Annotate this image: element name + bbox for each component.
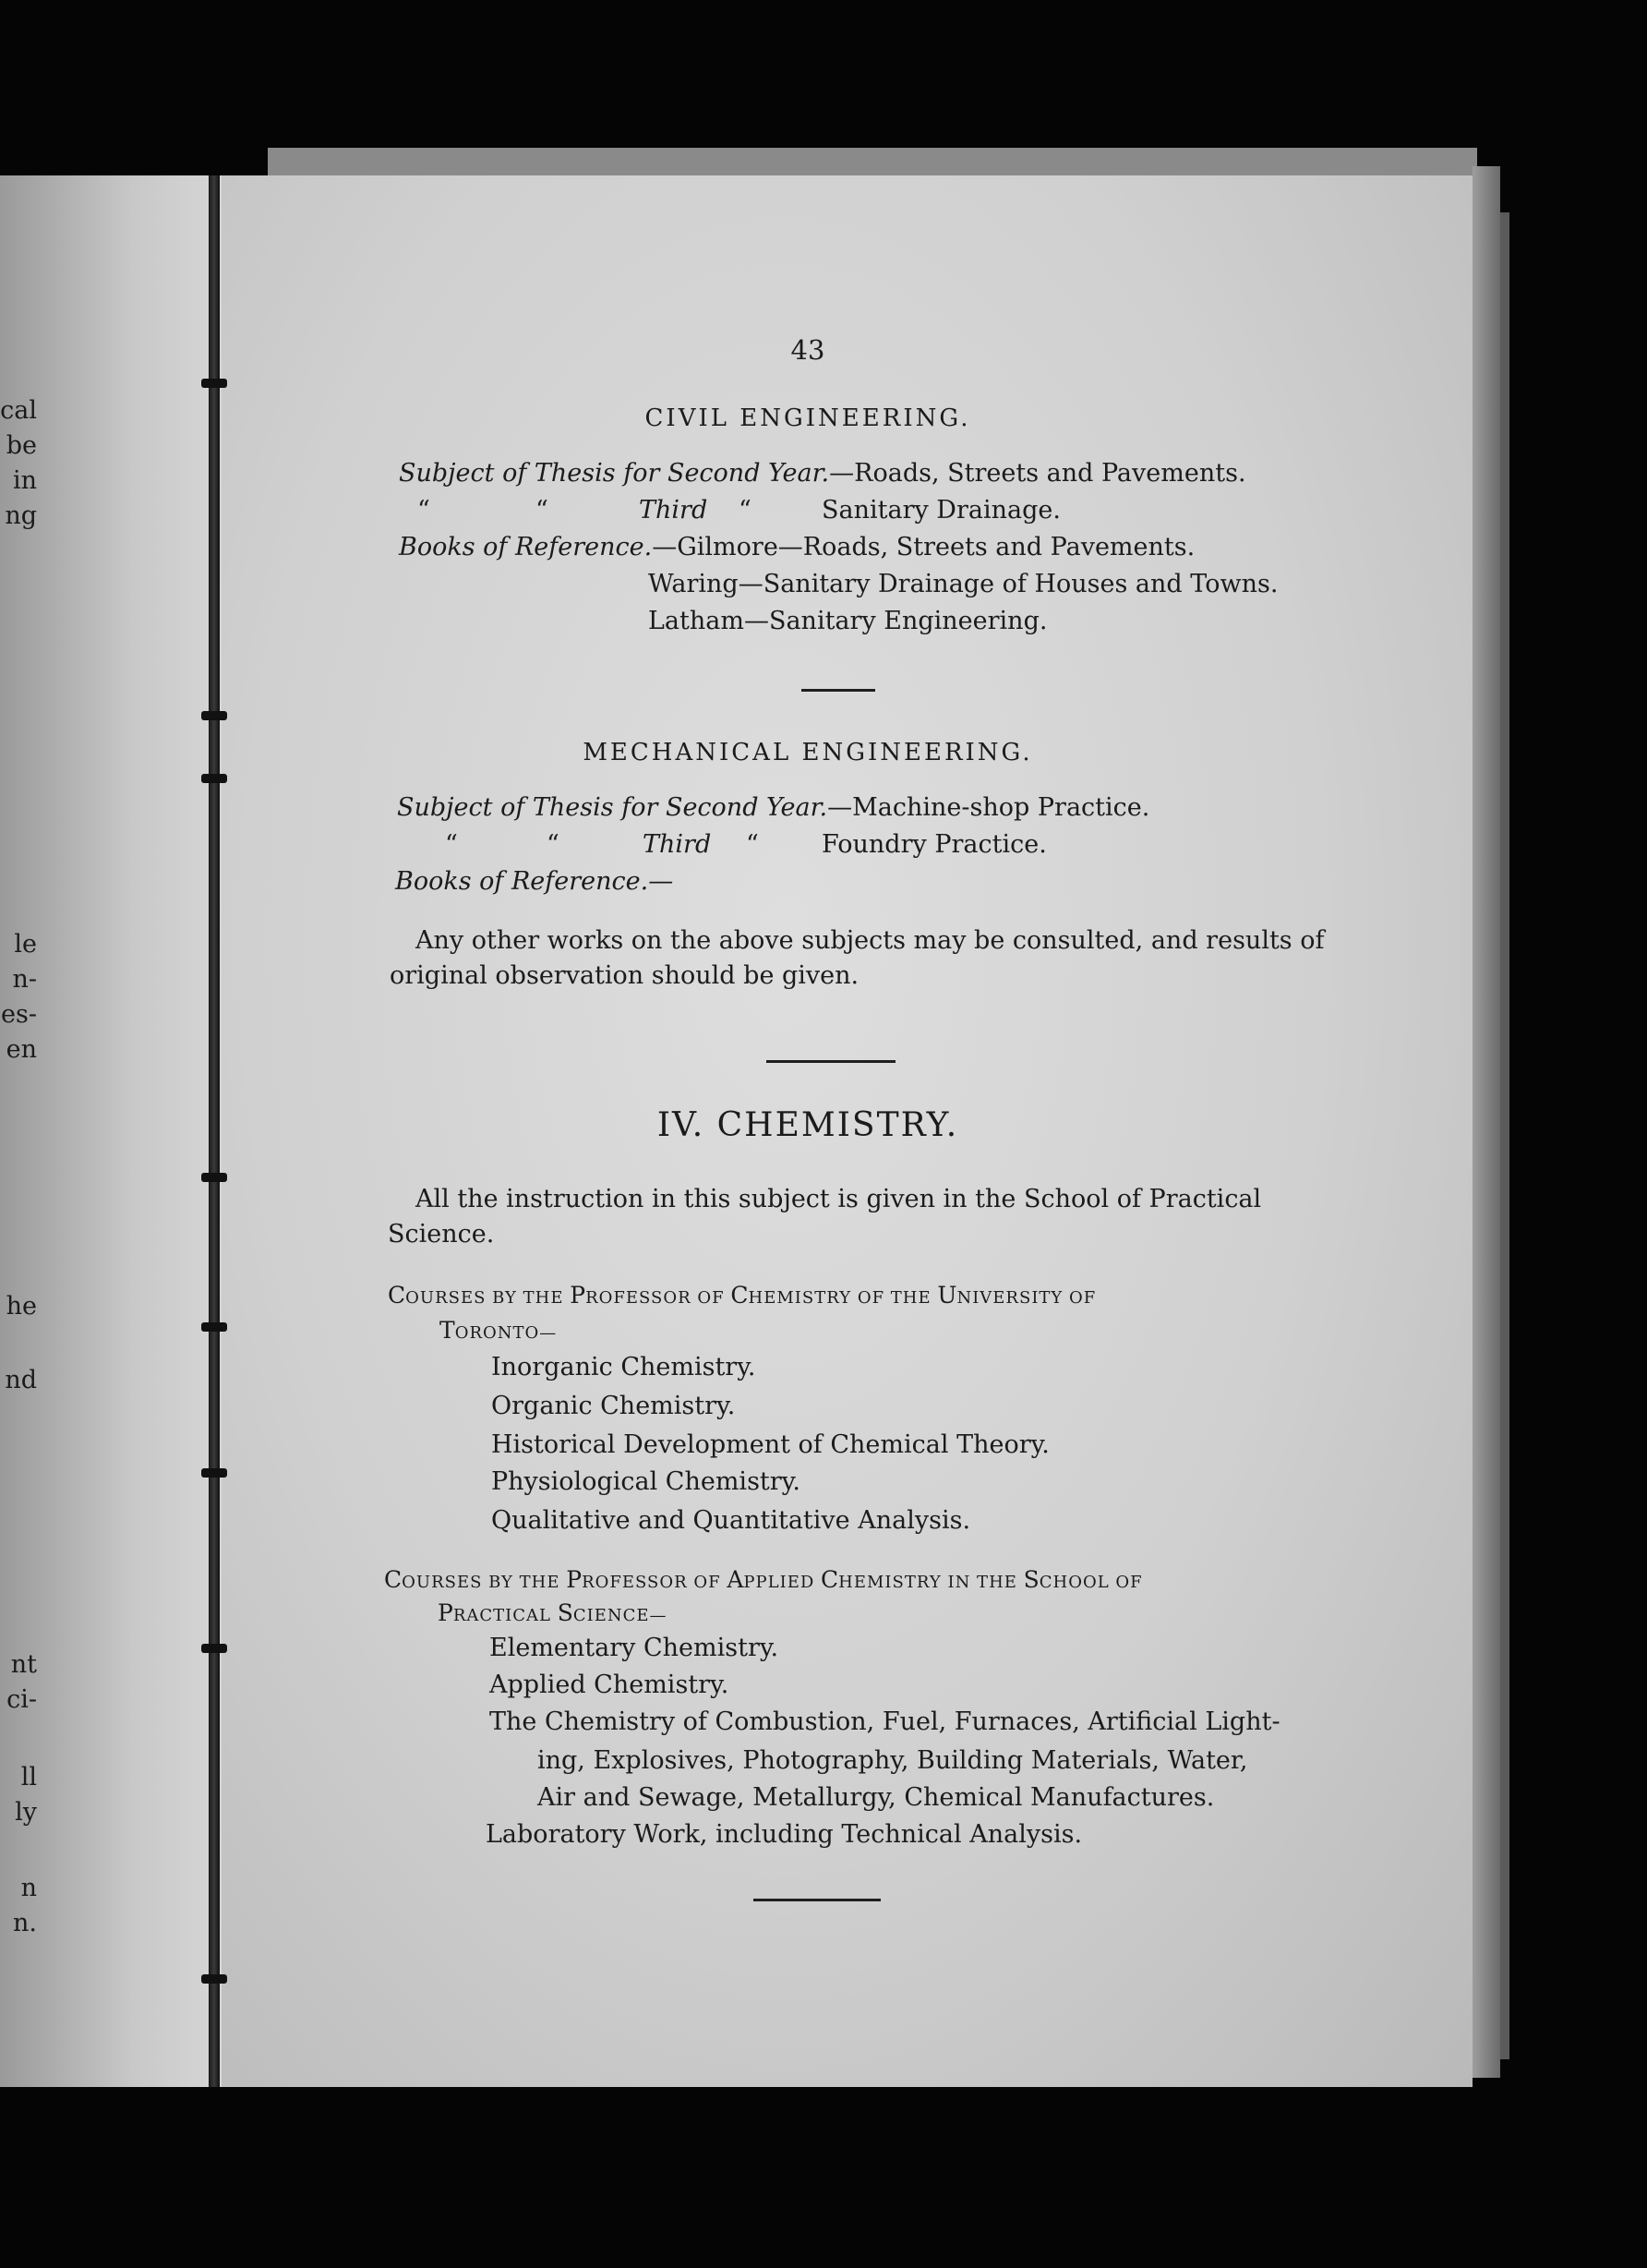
page-content — [222, 175, 1473, 2087]
margin-fragment: n. — [13, 1909, 37, 1937]
margin-fragment: n- — [12, 965, 37, 994]
course-item: Historical Development of Chemical Theory. — [491, 1430, 1050, 1459]
mechanical-engineering-heading: MECHANICAL ENGINEERING. — [583, 739, 1033, 766]
binding-stitch — [201, 1644, 227, 1653]
binding-stitch — [201, 1322, 227, 1332]
binding-stitch — [201, 1974, 227, 1984]
course-group-heading-cont: PRACTICAL SCIENCE— — [438, 1599, 667, 1626]
ditto-mark: “ — [739, 496, 751, 525]
margin-fragment: be — [6, 431, 37, 460]
course-group-heading-cont: TORONTO— — [439, 1317, 558, 1344]
course-item: Elementary Chemistry. — [489, 1634, 779, 1662]
course-item: Organic Chemistry. — [491, 1392, 736, 1420]
margin-fragment: en — [6, 1035, 37, 1064]
page-top-edge — [268, 148, 1477, 175]
margin-fragment: n — [20, 1874, 37, 1902]
course-item: Inorganic Chemistry. — [491, 1353, 756, 1381]
course-group-heading: COURSES BY THE PROFESSOR OF APPLIED CHEMISTRY IN THE SCHOOL OF — [384, 1566, 1143, 1593]
civil-engineering-heading: CIVIL ENGINEERING. — [644, 404, 971, 432]
course-item: Applied Chemistry. — [489, 1671, 729, 1699]
binding-stitch — [201, 379, 227, 388]
ditto-mark: “ — [445, 830, 458, 859]
thesis-label: Subject of Thesis for Second Year. — [397, 793, 828, 822]
binding-stitch — [201, 1173, 227, 1182]
page-right-edge — [1473, 166, 1500, 2078]
margin-fragment: ly — [15, 1798, 37, 1827]
thesis-third-subject: Foundry Practice. — [822, 830, 1047, 859]
margin-fragment: es- — [1, 1000, 37, 1029]
section-divider — [801, 689, 875, 692]
margin-fragment: ci- — [6, 1685, 37, 1714]
mech-thesis-second-line — [397, 792, 1149, 824]
chemistry-heading: IV. CHEMISTRY. — [656, 1106, 959, 1144]
civil-books-line — [399, 532, 1195, 563]
chemistry-intro-line: Science. — [388, 1220, 495, 1249]
thesis-third-subject: Sanitary Drainage. — [822, 496, 1061, 525]
civil-thesis-second-line — [399, 458, 1246, 489]
course-item: Qualitative and Quantitative Analysis. — [491, 1506, 971, 1535]
binding-stitch — [201, 1468, 227, 1478]
margin-fragment: ll — [20, 1763, 37, 1791]
books-label: Books of Reference. — [399, 533, 653, 561]
note-line: Any other works on the above subjects may be consulted, and results of — [415, 926, 1325, 955]
binding-stitch — [201, 774, 227, 783]
thesis-label: Subject of Thesis for Second Year. — [399, 459, 830, 488]
book-reference: —Gilmore—Roads, Streets and Pavements. — [652, 533, 1196, 561]
ditto-mark: “ — [746, 830, 759, 859]
course-item-continued: Air and Sewage, Metallurgy, Chemical Manufactures. — [537, 1783, 1215, 1812]
section-divider — [753, 1899, 881, 1901]
margin-fragment: le — [14, 930, 37, 959]
binding-stitch — [201, 711, 227, 720]
thesis-second-subject: —Machine-shop Practice. — [827, 793, 1150, 822]
margin-fragment: nd — [5, 1366, 37, 1394]
page-stack-edge — [1500, 212, 1509, 2059]
ditto-mark: “ — [547, 830, 559, 859]
book-reference: Latham—Sanitary Engineering. — [648, 607, 1048, 635]
book-binding — [209, 175, 220, 2087]
course-item-continued: ing, Explosives, Photography, Building Materials, Water, — [537, 1746, 1248, 1775]
chemistry-intro-line: All the instruction in this subject is given in the School of Practical — [415, 1185, 1262, 1213]
course-group-heading: COURSES BY THE PROFESSOR OF CHEMISTRY OF THE UNIVERSITY OF — [388, 1282, 1097, 1309]
books-label: Books of Reference.— — [395, 867, 674, 896]
margin-fragment: nt — [10, 1650, 37, 1679]
margin-fragment: cal — [0, 396, 37, 425]
third-year-label: Third — [643, 830, 712, 859]
note-line: original observation should be given. — [390, 961, 860, 990]
margin-fragment: in — [12, 466, 37, 495]
section-divider — [766, 1060, 896, 1063]
right-page — [222, 175, 1473, 2087]
course-item: The Chemistry of Combustion, Fuel, Furnaces, Artificial Light- — [489, 1707, 1280, 1736]
left-facing-page — [0, 175, 222, 2087]
ditto-mark: “ — [417, 496, 430, 525]
third-year-label: Third — [639, 496, 708, 525]
course-item: Laboratory Work, including Technical Analysis. — [486, 1820, 1083, 1849]
page-number: 43 — [790, 334, 825, 366]
thesis-second-subject: —Roads, Streets and Pavements. — [829, 459, 1246, 488]
ditto-mark: “ — [535, 496, 548, 525]
course-item: Physiological Chemistry. — [491, 1467, 800, 1496]
book-reference: Waring—Sanitary Drainage of Houses and Towns. — [648, 570, 1279, 598]
margin-fragment: ng — [5, 501, 37, 530]
margin-fragment: he — [6, 1292, 37, 1321]
